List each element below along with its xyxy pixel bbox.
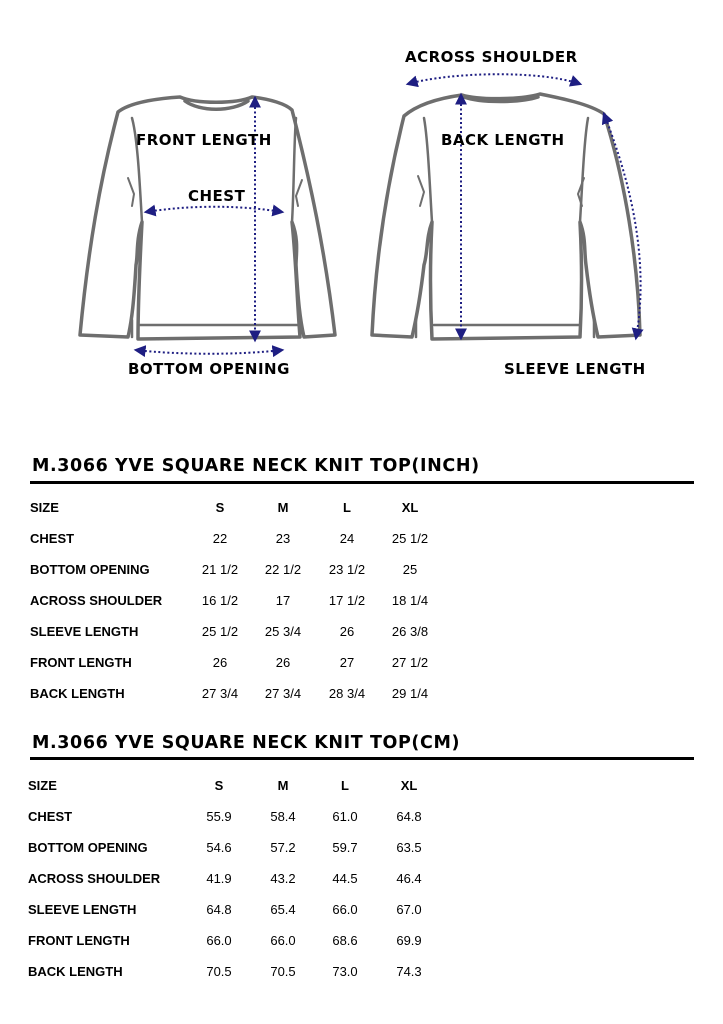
size-s-header: S [214, 778, 224, 793]
measurement-label: BOTTOM OPENING [28, 840, 148, 855]
chest-label: CHEST [188, 187, 246, 205]
measurement-value: 66.0 [332, 902, 358, 917]
measurement-value: 23 [275, 531, 291, 546]
measurement-value: 27 3/4 [264, 686, 302, 701]
measurement-label: SLEEVE LENGTH [28, 902, 137, 917]
measurement-label: CHEST [30, 531, 75, 546]
measurement-label: ACROSS SHOULDER [30, 593, 163, 608]
measurement-label: FRONT LENGTH [30, 655, 132, 670]
measurement-label: CHEST [28, 809, 73, 824]
table-row [0, 809, 723, 829]
measurement-value: 27 1/2 [391, 655, 429, 670]
measurement-value: 25 1/2 [391, 531, 429, 546]
table-row [0, 686, 723, 706]
measurement-value: 74.3 [396, 964, 422, 979]
measurement-value: 26 [212, 655, 228, 670]
measurement-label: FRONT LENGTH [28, 933, 130, 948]
measurement-value: 66.0 [270, 933, 296, 948]
table-row [0, 871, 723, 891]
sleeve-length-label: SLEEVE LENGTH [504, 360, 646, 378]
measurement-value: 44.5 [332, 871, 358, 886]
measurement-label: SLEEVE LENGTH [30, 624, 139, 639]
size-l-header: L [341, 778, 349, 793]
table-row [0, 655, 723, 675]
table-row [0, 624, 723, 644]
table-row [0, 933, 723, 953]
table-row [0, 593, 723, 613]
measurement-value: 65.4 [270, 902, 296, 917]
measurement-value: 46.4 [396, 871, 422, 886]
cm-table-divider [30, 757, 694, 760]
measurement-value: 22 1/2 [264, 562, 302, 577]
cm-table-title: M.3066 YVE SQUARE NECK KNIT TOP(CM) [32, 733, 461, 753]
measurement-label: ACROSS SHOULDER [28, 871, 161, 886]
size-m-header: M [277, 778, 289, 793]
measurement-value: 29 1/4 [391, 686, 429, 701]
across-shoulder-arrow [408, 74, 580, 84]
measurement-value: 26 [339, 624, 355, 639]
measurement-value: 64.8 [396, 809, 422, 824]
measurement-arrows [136, 74, 641, 354]
measurement-value: 66.0 [206, 933, 232, 948]
size-xl-header: XL [401, 500, 419, 515]
measurement-value: 64.8 [206, 902, 232, 917]
front-length-label: FRONT LENGTH [136, 131, 272, 149]
measurement-value: 69.9 [396, 933, 422, 948]
measurement-value: 25 [402, 562, 418, 577]
measurement-label: BOTTOM OPENING [30, 562, 150, 577]
measurement-value: 28 3/4 [328, 686, 366, 701]
measurement-value: 18 1/4 [391, 593, 429, 608]
size-l-header: L [343, 500, 351, 515]
measurement-value: 59.7 [332, 840, 358, 855]
measurement-value: 17 [275, 593, 291, 608]
table-row [0, 902, 723, 922]
inch-table-title: M.3066 YVE SQUARE NECK KNIT TOP(INCH) [32, 456, 480, 476]
measurement-value: 21 1/2 [201, 562, 239, 577]
measurement-value: 27 3/4 [201, 686, 239, 701]
size-s-header: S [215, 500, 225, 515]
measurement-value: 54.6 [206, 840, 232, 855]
measurement-value: 67.0 [396, 902, 422, 917]
measurement-value: 63.5 [396, 840, 422, 855]
measurement-value: 16 1/2 [201, 593, 239, 608]
table-header-row [0, 500, 723, 520]
measurement-value: 73.0 [332, 964, 358, 979]
garment-sketch [0, 0, 723, 400]
measurement-label: BACK LENGTH [30, 686, 125, 701]
size-xl-header: XL [400, 778, 418, 793]
measurement-value: 57.2 [270, 840, 296, 855]
table-row [0, 562, 723, 582]
size-m-header: M [277, 500, 289, 515]
across-shoulder-label: ACROSS SHOULDER [405, 48, 578, 66]
size-header: SIZE [30, 500, 59, 515]
measurement-value: 22 [212, 531, 228, 546]
measurement-value: 55.9 [206, 809, 232, 824]
measurement-value: 25 3/4 [264, 624, 302, 639]
table-row [0, 964, 723, 984]
table-row [0, 840, 723, 860]
measurement-value: 70.5 [270, 964, 296, 979]
measurement-value: 70.5 [206, 964, 232, 979]
measurement-value: 17 1/2 [328, 593, 366, 608]
measurement-value: 27 [339, 655, 355, 670]
measurement-value: 58.4 [270, 809, 296, 824]
back-length-label: BACK LENGTH [441, 131, 565, 149]
bottom-opening-label: BOTTOM OPENING [128, 360, 290, 378]
size-header: SIZE [28, 778, 57, 793]
measurement-value: 26 3/8 [391, 624, 429, 639]
table-row [0, 531, 723, 551]
measurement-value: 26 [275, 655, 291, 670]
measurement-value: 41.9 [206, 871, 232, 886]
bottom-opening-arrow [136, 350, 282, 354]
measurement-value: 23 1/2 [328, 562, 366, 577]
inch-table-divider [30, 481, 694, 484]
measurement-value: 24 [339, 531, 355, 546]
measurement-value: 25 1/2 [201, 624, 239, 639]
sleeve-length-arrow [604, 114, 641, 338]
measurement-label: BACK LENGTH [28, 964, 123, 979]
chest-arrow [146, 207, 282, 212]
measurement-diagram [0, 0, 723, 400]
table-header-row [0, 778, 723, 798]
measurement-value: 61.0 [332, 809, 358, 824]
measurement-value: 68.6 [332, 933, 358, 948]
measurement-value: 43.2 [270, 871, 296, 886]
